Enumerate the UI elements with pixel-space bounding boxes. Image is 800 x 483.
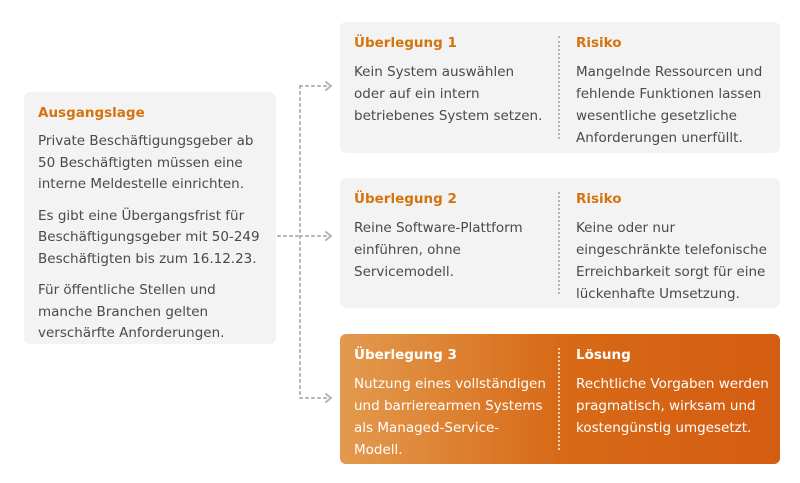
- option-consideration-column: [354, 34, 546, 127]
- outcome-text: Keine oder nur eingeschränkte telefonische Erreichbarkeit sorgt für eine lückenhafte Umsetzung.: [576, 220, 767, 302]
- option-box-1: [340, 22, 780, 153]
- starting-situation-title: Ausgangslage: [38, 105, 145, 121]
- option-title: Überlegung 3: [354, 347, 457, 363]
- starting-situation-paragraph: Für öffentliche Stellen und manche Branchen gelten verschärfte Anforderungen.: [38, 282, 225, 341]
- column-divider: [558, 192, 560, 294]
- starting-situation-box: [24, 92, 276, 344]
- option-outcome-column: [576, 346, 772, 439]
- option-outcome-column: [576, 34, 772, 149]
- option-text: Nutzung eines vollständigen und barrierearmen Systems als Managed-Service-Modell.: [354, 376, 546, 458]
- option-text: Kein System auswählen oder auf ein intern betriebenes System setzen.: [354, 64, 543, 124]
- option-box-3-solution: [340, 334, 780, 464]
- option-consideration-column: [354, 190, 546, 283]
- option-title: Überlegung 1: [354, 35, 457, 51]
- outcome-title: Risiko: [576, 35, 622, 51]
- column-divider: [558, 348, 560, 450]
- solution-title: Lösung: [576, 347, 631, 363]
- column-divider: [558, 36, 560, 139]
- option-title: Überlegung 2: [354, 191, 457, 207]
- option-text: Reine Software-Plattform einführen, ohne Servicemodell.: [354, 220, 523, 280]
- solution-text: Rechtliche Vorgaben werden pragmatisch, wirksam und kostengünstig umgesetzt.: [576, 376, 769, 436]
- outcome-title: Risiko: [576, 191, 622, 207]
- option-consideration-column: [354, 346, 546, 461]
- starting-situation-paragraph: Private Beschäftigungsgeber ab 50 Beschäftigten müssen eine interne Meldestelle einrichten.: [38, 133, 254, 192]
- outcome-text: Mangelnde Ressourcen und fehlende Funktionen lassen wesentliche gesetzliche Anforderungen unerfüllt.: [576, 64, 763, 146]
- starting-situation-paragraph: Es gibt eine Übergangsfrist für Beschäftigungsgeber mit 50-249 Beschäftigten bis zum 16.12.23.: [38, 207, 260, 267]
- option-box-2: [340, 178, 780, 308]
- option-outcome-column: [576, 190, 772, 305]
